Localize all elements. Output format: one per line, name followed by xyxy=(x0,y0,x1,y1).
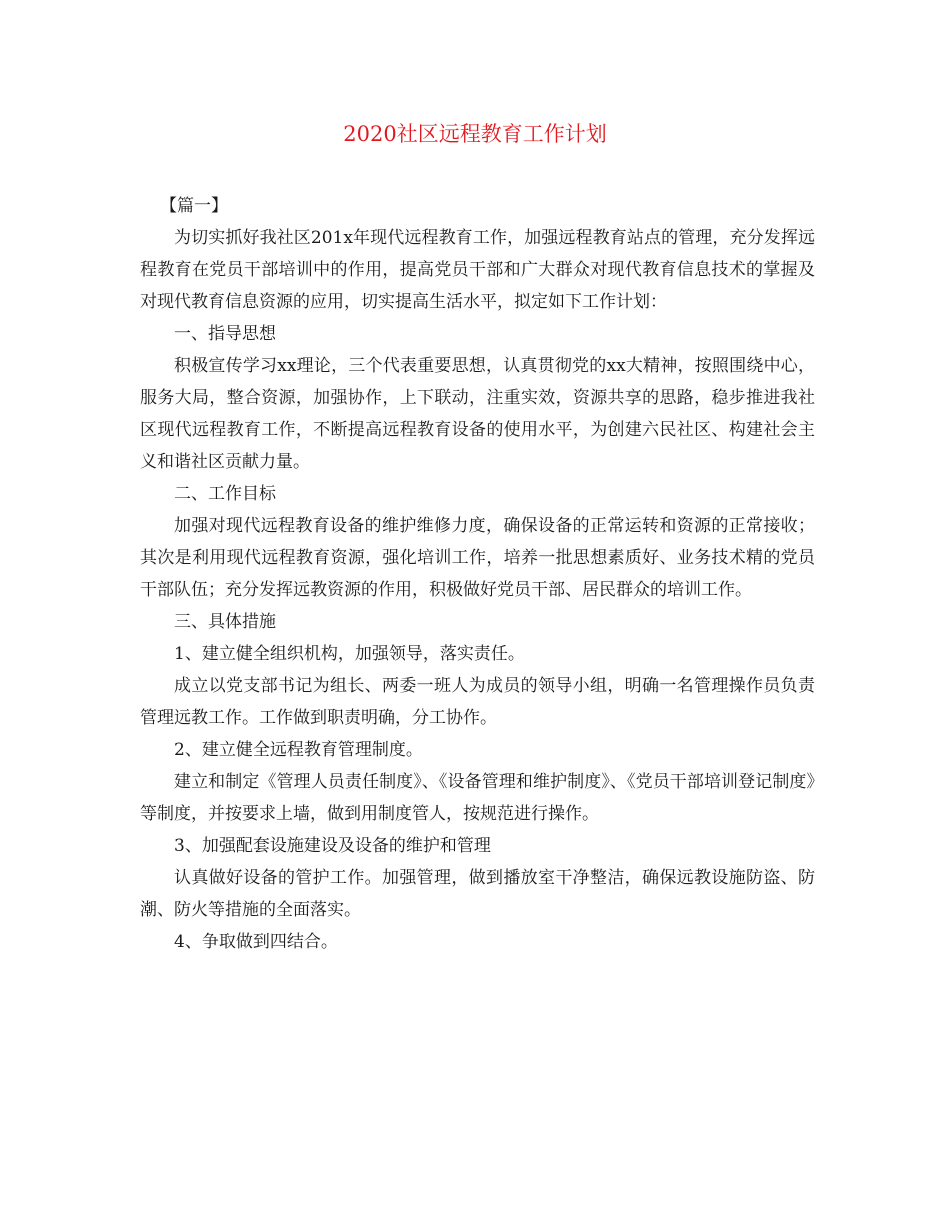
document-title: 2020社区远程教育工作计划 xyxy=(343,122,607,146)
heading-guiding-ideology: 一、指导思想 xyxy=(174,324,276,344)
paragraph-guiding-ideology: 积极宣传学习xx理论，三个代表重要思想，认真贯彻党的xx大精神，按照围绕中心，服务大局，整合资源，加强协作，上下联动，注重实效，资源共享的思路，稳步推进我社区现代远程教育工作，不断提高远程教育设备的使用水平，为创建六民社区、构建社会主义和谐社区贡献力量。 xyxy=(140,356,815,472)
measure-1-title: 1、建立健全组织机构，加强领导，落实责任。 xyxy=(174,644,525,664)
heading-specific-measures: 三、具体措施 xyxy=(174,612,276,632)
measure-2-title: 2、建立健全远程教育管理制度。 xyxy=(174,740,423,760)
measure-4-title: 4、争取做到四结合。 xyxy=(174,932,338,952)
document-body xyxy=(140,190,815,958)
section-marker: 【篇一】 xyxy=(160,196,228,216)
measure-1-text: 成立以党支部书记为组长、两委一班人为成员的领导小组，明确一名管理操作员负责管理远教工作。工作做到职责明确，分工协作。 xyxy=(140,676,815,728)
heading-work-goals: 二、工作目标 xyxy=(174,484,276,504)
measure-3-title: 3、加强配套设施建设及设备的维护和管理 xyxy=(174,836,491,856)
intro-paragraph: 为切实抓好我社区201x年现代远程教育工作，加强远程教育站点的管理，充分发挥远程教育在党员干部培训中的作用，提高党员干部和广大群众对现代教育信息技术的掌握及对现代教育信息资源的应用，切实提高生活水平，拟定如下工作计划： xyxy=(140,228,815,312)
measure-2-text: 建立和制定《管理人员责任制度》、《设备管理和维护制度》、《党员干部培训登记制度》等制度，并按要求上墙，做到用制度管人，按规范进行操作。 xyxy=(140,772,815,824)
paragraph-work-goals: 加强对现代远程教育设备的维护维修力度，确保设备的正常运转和资源的正常接收；其次是利用现代远程教育资源，强化培训工作，培养一批思想素质好、业务技术精的党员干部队伍；充分发挥远教资源的作用，积极做好党员干部、居民群众的培训工作。 xyxy=(140,516,815,600)
measure-3-text: 认真做好设备的管护工作。加强管理，做到播放室干净整洁，确保远教设施防盗、防潮、防火等措施的全面落实。 xyxy=(140,868,815,920)
